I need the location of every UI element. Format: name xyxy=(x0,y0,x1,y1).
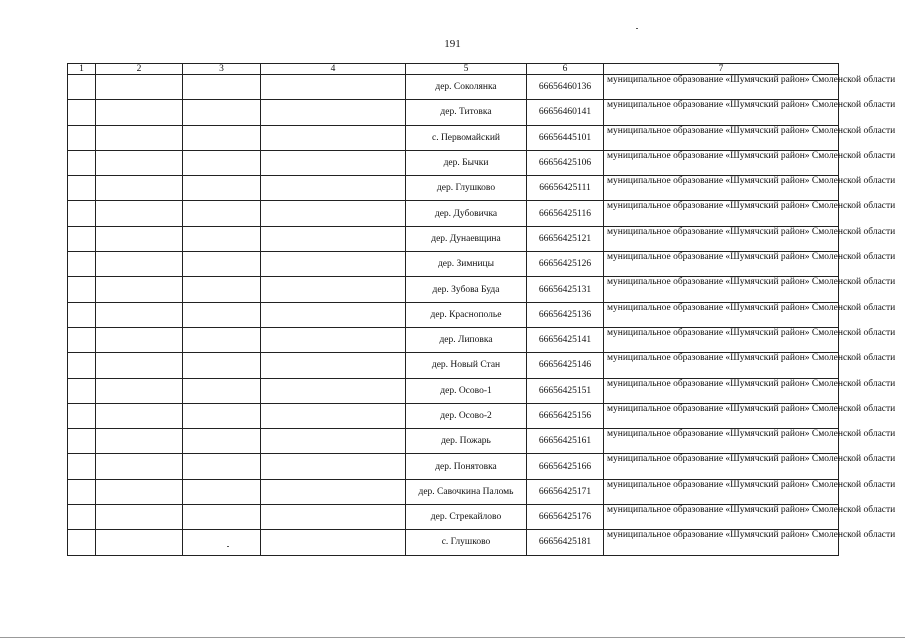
cell-col-2 xyxy=(96,479,183,504)
cell-col-2 xyxy=(96,302,183,327)
cell-col-1 xyxy=(68,100,96,125)
locality-cell: дер. Новый Стан xyxy=(406,353,527,378)
table-row xyxy=(68,150,839,175)
municipality-cell: муниципальное образование «Шумячский район» Смоленской области xyxy=(604,201,839,226)
municipality-cell: муниципальное образование «Шумячский район» Смоленской области xyxy=(604,252,839,277)
cell-col-4 xyxy=(261,226,406,251)
cell-col-4 xyxy=(261,75,406,100)
code-cell: 66656425141 xyxy=(527,327,604,352)
code-cell: 66656425136 xyxy=(527,302,604,327)
locality-cell: дер. Зубова Буда xyxy=(406,277,527,302)
table-row xyxy=(68,378,839,403)
page-number: 191 xyxy=(444,38,461,50)
column-header-5: 5 xyxy=(406,64,527,75)
locality-cell: дер. Дунаевщина xyxy=(406,226,527,251)
cell-col-1 xyxy=(68,125,96,150)
column-header-7: 7 xyxy=(604,64,839,75)
cell-col-4 xyxy=(261,429,406,454)
code-cell: 66656425106 xyxy=(527,150,604,175)
cell-col-2 xyxy=(96,378,183,403)
code-cell: 66656425146 xyxy=(527,353,604,378)
locality-cell: дер. Липовка xyxy=(406,327,527,352)
municipality-cell: муниципальное образование «Шумячский район» Смоленской области xyxy=(604,226,839,251)
cell-col-2 xyxy=(96,454,183,479)
table-row xyxy=(68,302,839,327)
cell-col-1 xyxy=(68,327,96,352)
cell-col-3 xyxy=(183,479,261,504)
cell-col-1 xyxy=(68,252,96,277)
municipality-cell: муниципальное образование «Шумячский район» Смоленской области xyxy=(604,378,839,403)
cell-col-3 xyxy=(183,75,261,100)
cell-col-3 xyxy=(183,378,261,403)
cell-col-1 xyxy=(68,530,96,555)
cell-col-4 xyxy=(261,479,406,504)
cell-col-2 xyxy=(96,176,183,201)
cell-col-4 xyxy=(261,378,406,403)
cell-col-4 xyxy=(261,277,406,302)
code-cell: 66656425181 xyxy=(527,530,604,555)
locality-cell: дер. Савочкина Паломь xyxy=(406,479,527,504)
cell-col-4 xyxy=(261,176,406,201)
cell-col-1 xyxy=(68,302,96,327)
table-row xyxy=(68,176,839,201)
cell-col-3 xyxy=(183,530,261,555)
cell-col-4 xyxy=(261,454,406,479)
municipality-cell: муниципальное образование «Шумячский район» Смоленской области xyxy=(604,454,839,479)
municipality-cell: муниципальное образование «Шумячский район» Смоленской области xyxy=(604,100,839,125)
cell-col-4 xyxy=(261,252,406,277)
municipality-cell: муниципальное образование «Шумячский район» Смоленской области xyxy=(604,530,839,555)
code-cell: 66656460141 xyxy=(527,100,604,125)
cell-col-2 xyxy=(96,327,183,352)
table-header xyxy=(68,64,839,75)
code-cell: 66656425166 xyxy=(527,454,604,479)
registry-table xyxy=(67,63,896,556)
municipality-cell: муниципальное образование «Шумячский район» Смоленской области xyxy=(604,327,839,352)
locality-cell: дер. Понятовка xyxy=(406,454,527,479)
cell-col-1 xyxy=(68,226,96,251)
code-cell: 66656425121 xyxy=(527,226,604,251)
cell-col-2 xyxy=(96,353,183,378)
table-row xyxy=(68,100,839,125)
cell-col-3 xyxy=(183,277,261,302)
municipality-cell: муниципальное образование «Шумячский район» Смоленской области xyxy=(604,176,839,201)
table-row xyxy=(68,252,839,277)
cell-col-3 xyxy=(183,429,261,454)
municipality-cell: муниципальное образование «Шумячский район» Смоленской области xyxy=(604,75,839,100)
cell-col-2 xyxy=(96,150,183,175)
cell-col-4 xyxy=(261,201,406,226)
cell-col-3 xyxy=(183,454,261,479)
cell-col-1 xyxy=(68,176,96,201)
cell-col-2 xyxy=(96,505,183,530)
cell-col-1 xyxy=(68,150,96,175)
code-cell: 66656445101 xyxy=(527,125,604,150)
cell-col-3 xyxy=(183,252,261,277)
cell-col-2 xyxy=(96,226,183,251)
table-body xyxy=(68,75,896,556)
table-row xyxy=(68,429,839,454)
cell-col-4 xyxy=(261,125,406,150)
cell-col-4 xyxy=(261,505,406,530)
column-header-2: 2 xyxy=(96,64,183,75)
cell-col-1 xyxy=(68,403,96,428)
cell-col-1 xyxy=(68,378,96,403)
column-header-6: 6 xyxy=(527,64,604,75)
code-cell: 66656425111 xyxy=(527,176,604,201)
table-row xyxy=(68,201,839,226)
cell-col-4 xyxy=(261,150,406,175)
municipality-cell: муниципальное образование «Шумячский район» Смоленской области xyxy=(604,150,839,175)
table-row xyxy=(68,454,839,479)
cell-col-1 xyxy=(68,277,96,302)
table-row xyxy=(68,75,839,100)
code-cell: 66656425156 xyxy=(527,403,604,428)
municipality-cell: муниципальное образование «Шумячский район» Смоленской области xyxy=(604,429,839,454)
table-row xyxy=(68,277,839,302)
table-row xyxy=(68,403,839,428)
cell-col-3 xyxy=(183,226,261,251)
cell-col-4 xyxy=(261,327,406,352)
cell-col-2 xyxy=(96,403,183,428)
locality-cell: дер. Пожарь xyxy=(406,429,527,454)
scan-speck xyxy=(227,546,229,547)
cell-col-4 xyxy=(261,403,406,428)
code-cell: 66656425176 xyxy=(527,505,604,530)
cell-col-3 xyxy=(183,176,261,201)
cell-col-3 xyxy=(183,150,261,175)
code-cell: 66656425151 xyxy=(527,378,604,403)
header-row xyxy=(68,64,839,75)
page-bottom-edge xyxy=(0,637,905,638)
locality-cell: дер. Стрекайлово xyxy=(406,505,527,530)
cell-col-3 xyxy=(183,353,261,378)
cell-col-2 xyxy=(96,75,183,100)
municipality-cell: муниципальное образование «Шумячский район» Смоленской области xyxy=(604,505,839,530)
cell-col-2 xyxy=(96,201,183,226)
cell-col-1 xyxy=(68,454,96,479)
cell-col-3 xyxy=(183,302,261,327)
cell-col-3 xyxy=(183,403,261,428)
table-row xyxy=(68,530,839,555)
cell-col-4 xyxy=(261,302,406,327)
locality-cell: с. Первомайский xyxy=(406,125,527,150)
column-header-3: 3 xyxy=(183,64,261,75)
cell-col-4 xyxy=(261,100,406,125)
municipality-cell: муниципальное образование «Шумячский район» Смоленской области xyxy=(604,479,839,504)
cell-col-2 xyxy=(96,277,183,302)
locality-cell: дер. Краснополье xyxy=(406,302,527,327)
column-header-1: 1 xyxy=(68,64,96,75)
cell-col-1 xyxy=(68,201,96,226)
municipality-cell: муниципальное образование «Шумячский район» Смоленской области xyxy=(604,277,839,302)
cell-col-1 xyxy=(68,479,96,504)
code-cell: 66656425171 xyxy=(527,479,604,504)
table-row xyxy=(68,505,839,530)
cell-col-1 xyxy=(68,75,96,100)
cell-col-1 xyxy=(68,429,96,454)
cell-col-1 xyxy=(68,353,96,378)
cell-col-3 xyxy=(183,100,261,125)
code-cell: 66656460136 xyxy=(527,75,604,100)
table-row xyxy=(68,226,839,251)
cell-col-4 xyxy=(261,353,406,378)
locality-cell: дер. Соколянка xyxy=(406,75,527,100)
table-row xyxy=(68,327,839,352)
cell-col-3 xyxy=(183,125,261,150)
locality-cell: с. Глушково xyxy=(406,530,527,555)
municipality-cell: муниципальное образование «Шумячский район» Смоленской области xyxy=(604,353,839,378)
cell-col-3 xyxy=(183,505,261,530)
code-cell: 66656425126 xyxy=(527,252,604,277)
cell-col-2 xyxy=(96,252,183,277)
locality-cell: дер. Дубовичка xyxy=(406,201,527,226)
cell-col-2 xyxy=(96,429,183,454)
code-cell: 66656425116 xyxy=(527,201,604,226)
cell-col-4 xyxy=(261,530,406,555)
cell-col-1 xyxy=(68,505,96,530)
cell-col-3 xyxy=(183,327,261,352)
municipality-cell: муниципальное образование «Шумячский район» Смоленской области xyxy=(604,302,839,327)
code-cell: 66656425161 xyxy=(527,429,604,454)
table-row xyxy=(68,125,839,150)
table-row xyxy=(68,353,839,378)
cell-col-3 xyxy=(183,201,261,226)
locality-cell: дер. Бычки xyxy=(406,150,527,175)
locality-cell: дер. Титовка xyxy=(406,100,527,125)
cell-col-2 xyxy=(96,530,183,555)
locality-cell: дер. Глушково xyxy=(406,176,527,201)
code-cell: 66656425131 xyxy=(527,277,604,302)
scan-speck xyxy=(636,28,638,29)
table-row xyxy=(68,479,839,504)
locality-cell: дер. Осово-1 xyxy=(406,378,527,403)
column-header-4: 4 xyxy=(261,64,406,75)
cell-col-2 xyxy=(96,125,183,150)
locality-cell: дер. Зимницы xyxy=(406,252,527,277)
cell-col-2 xyxy=(96,100,183,125)
municipality-cell: муниципальное образование «Шумячский район» Смоленской области xyxy=(604,125,839,150)
locality-cell: дер. Осово-2 xyxy=(406,403,527,428)
municipality-cell: муниципальное образование «Шумячский район» Смоленской области xyxy=(604,403,839,428)
